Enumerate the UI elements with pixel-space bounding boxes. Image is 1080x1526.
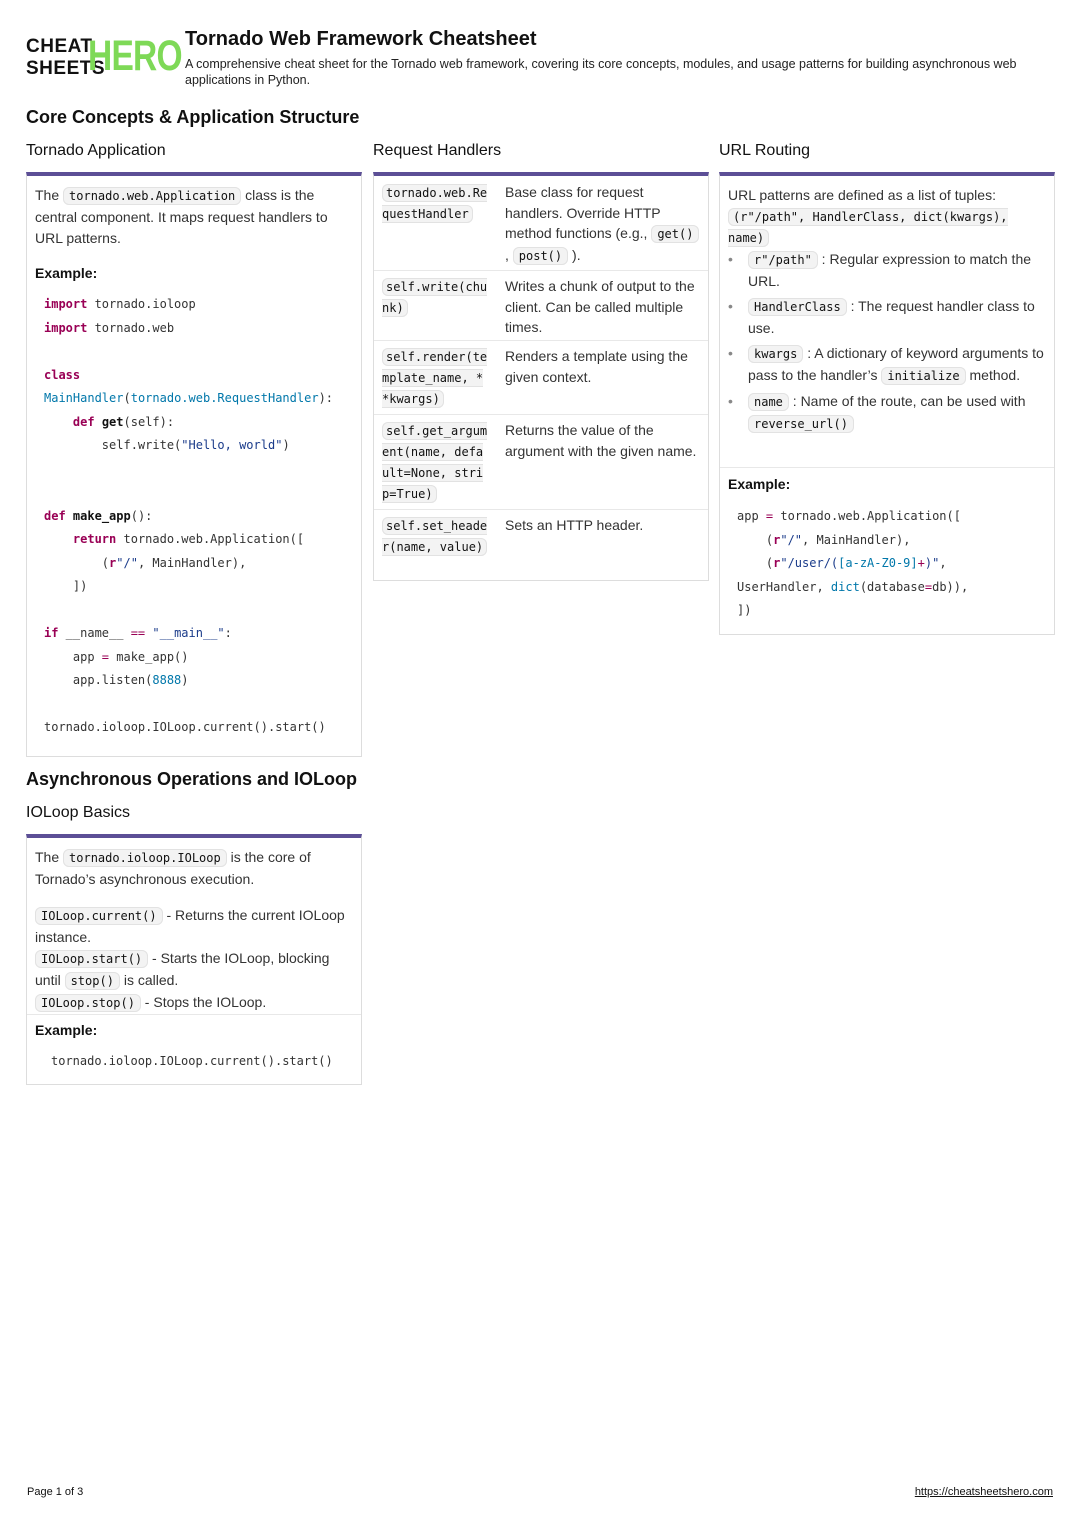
handler-key-code: tornado.web.RequestHandler [382,186,488,221]
section-title-async: Asynchronous Operations and IOLoop [26,769,358,789]
handler-key [382,421,488,505]
bullet-text: : Name of the route, can be used with [788,393,1026,409]
handler-desc: Sets an HTTP header. [505,517,644,533]
list-item [720,296,1050,339]
bullet-code: kwargs [748,345,803,363]
ioloop-basics-card [26,834,362,1085]
table-row [374,176,708,271]
logo-cheat-text: CHEAT [26,36,93,57]
ioloop-current-code: IOLoop.current() [35,907,163,925]
handler-key [382,183,488,225]
cheatsheets-hero-logo[interactable] [26,32,182,80]
ioloop-example-label: Example: [35,1022,98,1038]
bullet-text: : Regular expression to match the URL. [748,251,1032,289]
ioloop-intro-post: is the core of Tornado’s asynchronous execution. [35,849,311,887]
handler-desc-sep: , [505,246,513,263]
bullet-text: : A dictionary of keyword arguments to pass to the handler’s [748,345,1044,383]
handler-key [382,277,488,319]
routing-bullets [720,249,1050,439]
app-intro [35,185,353,249]
reverse-url-code: reverse_url() [748,415,854,433]
logo-sheets-text: SHEETS [26,58,106,79]
app-example-label: Example: [35,265,98,281]
handler-key-code: self.render(template_name, **kwargs) [382,350,488,406]
app-intro-pre: The [35,187,64,203]
table-row [374,271,708,341]
divider [720,467,1054,468]
table-row [374,341,708,415]
card-title-tornado-application: Tornado Application [26,142,166,159]
bullet-text: : The request handler class to use. [748,298,1035,336]
bullet-code: HandlerClass [748,298,847,316]
request-handlers-card [373,172,709,581]
list-item [720,343,1050,387]
routing-tuple-code [728,207,1028,249]
card-title-ioloop-basics: IOLoop Basics [26,804,131,821]
list-item [720,391,1050,435]
ioloop-current-text: - Returns the current IOLoop instance. [35,907,345,945]
page-header [26,28,1056,94]
table-row [374,415,708,510]
handler-desc-post: ). [568,246,581,263]
ioloop-stop-code: IOLoop.stop() [35,994,141,1012]
footer-link[interactable]: https://cheatsheetshero.com [914,1486,1053,1498]
routing-intro: URL patterns are defined as a list of tuples: [728,187,996,203]
stop-code: stop() [65,972,120,990]
card-title-request-handlers: Request Handlers [373,142,502,159]
handler-desc: Writes a chunk of output to the client. Can be called multiple times. [505,278,695,335]
handler-key-code: self.get_argument(name, default=None, strip=True) [382,424,488,501]
table-row [374,510,708,581]
page-title: Tornado Web Framework Cheatsheet [185,28,537,50]
tornado-application-card [26,172,362,757]
ioloop-intro-pre: The [35,849,64,865]
url-routing-card [719,172,1055,635]
routing-example-code: app = tornado.web.Application([ (r"/", MainHandler), (r"/user/([a-zA-Z0-9]+)", UserHandler, dict(database=db)), ]) [737,509,969,617]
section-title-core-concepts: Core Concepts & Application Structure [26,107,360,127]
ioloop-example-code: tornado.ioloop.IOLoop.current().start() [51,1054,333,1068]
get-code: get() [651,225,699,243]
list-item [720,249,1050,292]
divider [27,1014,361,1015]
handler-key-code: self.write(chunk) [382,280,488,315]
app-intro-post: class is the central component. It maps request handlers to URL patterns. [35,187,328,246]
app-example-code: import tornado.ioloop import tornado.web class MainHandler(tornado.web.RequestHandler): def get(self): self.write("Hello, world") def make_app(): return tornado.web.Application([ (r"/", MainHandler), ]) if __name__ == "__main__": app = make_app() app.listen(8888) tornado.ioloop.IOLoop.current().start() [44,297,334,734]
ioloop-start-text: - Starts the IOLoop, blocking until [35,950,330,988]
ioloop-intro-code: tornado.ioloop.IOLoop [63,849,227,867]
bullet-code: r"/path" [748,251,818,269]
handler-key [382,516,488,558]
initialize-code: initialize [881,367,965,385]
routing-example-label: Example: [728,476,791,492]
card-title-url-routing: URL Routing [719,142,811,159]
ioloop-intro [35,847,353,890]
bullet-text-2: method. [965,367,1021,383]
ioloop-start-code: IOLoop.start() [35,950,148,968]
logo-hero-text: HERO [88,32,182,80]
routing-tuple-code-text: (r"/path", HandlerClass, dict(kwargs), name) [728,210,1008,245]
ioloop-stop-text: - Stops the IOLoop. [140,994,267,1010]
bullet-code: name [748,393,789,411]
handler-desc: Returns the value of the argument with the given name. [505,422,697,459]
page-subtitle: A comprehensive cheat sheet for the Tornado web framework, covering its core concepts, modules, and usage patterns for building asynchronous web applications in Python. [185,57,1017,87]
app-intro-code: tornado.web.Application [63,187,241,205]
ioloop-methods [35,905,353,1014]
handler-key [382,347,488,410]
post-code: post() [513,247,568,265]
ioloop-start-text-2: is called. [119,972,179,988]
handler-desc: Renders a template using the given context. [505,348,688,385]
page-number: Page 1 of 3 [27,1486,84,1498]
handler-key-code: self.set_header(name, value) [382,519,488,554]
handler-desc-pre: Base class for request handlers. Override HTTP method functions (e.g., [505,184,661,241]
handler-desc [505,182,700,266]
